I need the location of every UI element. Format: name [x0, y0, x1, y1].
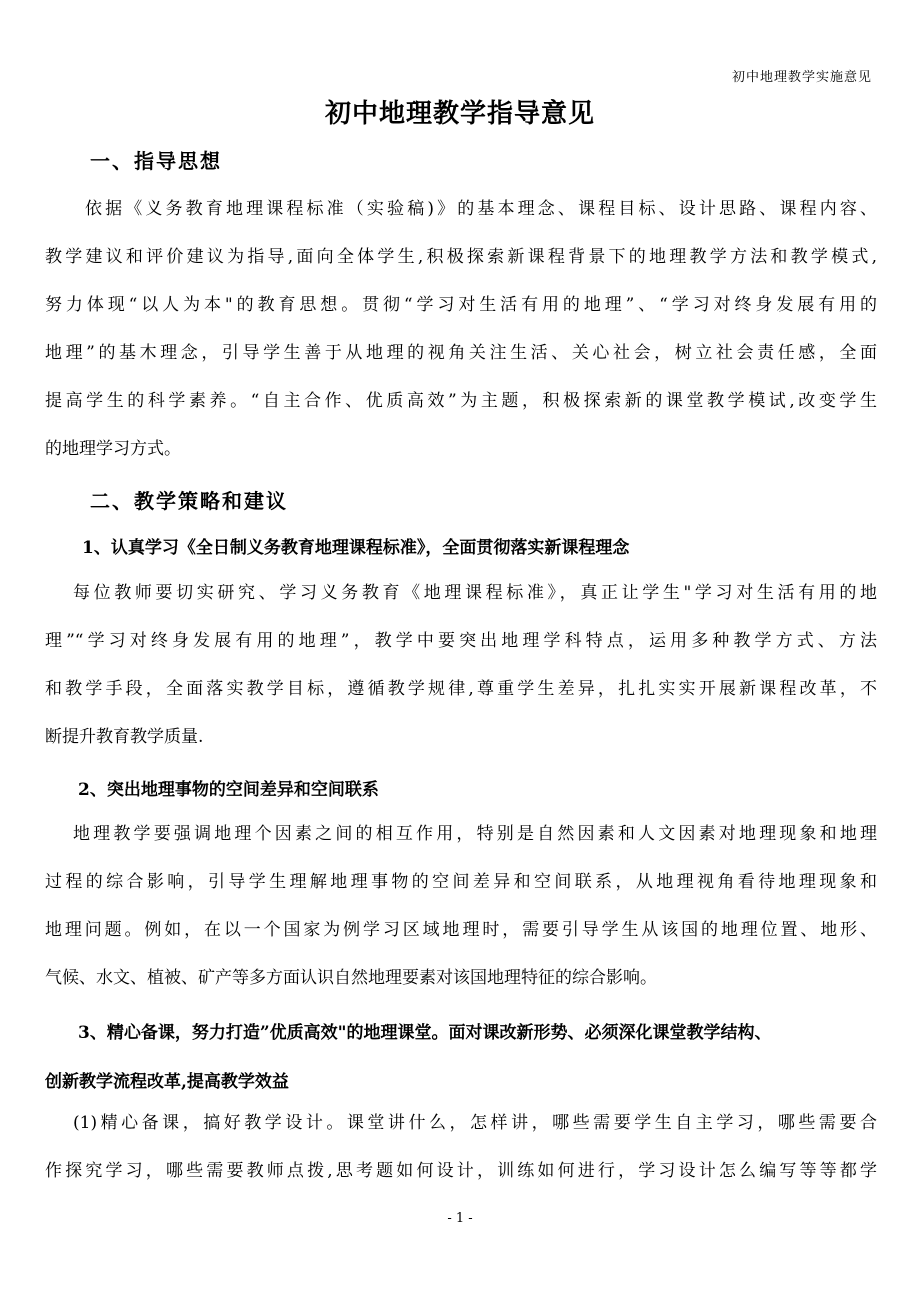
subsection-heading-2: 2、突出地理事物的空间差异和空间联系 [78, 780, 379, 800]
text-line: 地理问题。例如，在以一个国家为例学习区域地理时，需要引导学生从该国的地理位置、地形、 [45, 920, 877, 940]
document-title: 初中地理教学指导意见 [324, 99, 595, 129]
section-heading-guiding-ideology: 一、指导思想 [90, 149, 222, 173]
text-line: 过程的综合影响，引导学生理解地理事物的空间差异和空间联系，从地理视角看待地理现象和 [45, 872, 877, 892]
text-line: 的地理学习方式。 [45, 439, 181, 459]
text-line: 依据《义务教育地理课程标准（实验稿)》的基本理念、课程目标、设计思路、课程内容、 [85, 199, 877, 219]
paragraph-subsection-2 [45, 810, 877, 1002]
text-line: 每位教师要切实研究、学习义务教育《地理课程标准》，真正让学生"学习对生活有用的地 [73, 583, 877, 603]
text-line: 地理教学要强调地理个因素之间的相互作用，特别是自然因素和人文因素对地理现象和地理 [73, 824, 877, 844]
subsection-heading-1: 1、认真学习《全日制义务教育地理课程标准》，全面贯彻落实新课程理念 [82, 538, 630, 558]
text-line: 断提升教育教学质量. [45, 727, 204, 747]
text-line: 作探究学习，哪些需要教师点拨,思考题如何设计，训练如何进行，学习设计怎么编写等等都学 [45, 1161, 877, 1181]
subsection-heading-3-line-1: 3、精心备课，努力打造”优质高效"的地理课堂。面对课改新形势、必须深化课堂教学结构、 [78, 1023, 772, 1043]
text-line: 理”“学习对终身发展有用的地理”，教学中要突出地理学科特点，运用多种教学方式、方法 [45, 631, 877, 651]
text-line: (1)精心备课，搞好教学设计。课堂讲什么，怎样讲，哪些需要学生自主学习，哪些需要合 [73, 1113, 877, 1133]
page-number: - 1 - [447, 1211, 473, 1226]
section-heading-strategies: 二、教学策略和建议 [90, 489, 288, 513]
subsection-heading-3-line-2: 创新教学流程改革,提高教学效益 [45, 1072, 289, 1092]
text-line: 气候、水文、植被、矿产等多方面认识自然地理要素对该国地理特征的综合影响。 [45, 968, 657, 988]
paragraph-subsection-3 [45, 1099, 877, 1195]
paragraph-subsection-1 [45, 569, 877, 761]
text-line: 和教学手段，全面落实教学目标，遵循教学规律,尊重学生差异，扎扎实实开展新课程改革，不 [45, 679, 877, 699]
text-line: 提高学生的科学素养。“自主合作、优质高效”为主题，积极探索新的课堂教学模试,改变学生 [45, 391, 877, 411]
text-line: 努力体现“以人为本"的教育思想。贯彻“学习对生活有用的地理”、“学习对终身发展有用的 [45, 295, 877, 315]
paragraph-guiding-ideology [45, 185, 877, 473]
text-line: 地理”的基木理念，引导学生善于从地理的视角关注生活、关心社会，树立社会责任感，全面 [45, 343, 877, 363]
text-line: 教学建议和评价建议为指导,面向全体学生,积极探索新课程背景下的地理教学方法和教学模式, [45, 247, 877, 267]
running-header: 初中地理教学实施意见 [731, 70, 872, 85]
